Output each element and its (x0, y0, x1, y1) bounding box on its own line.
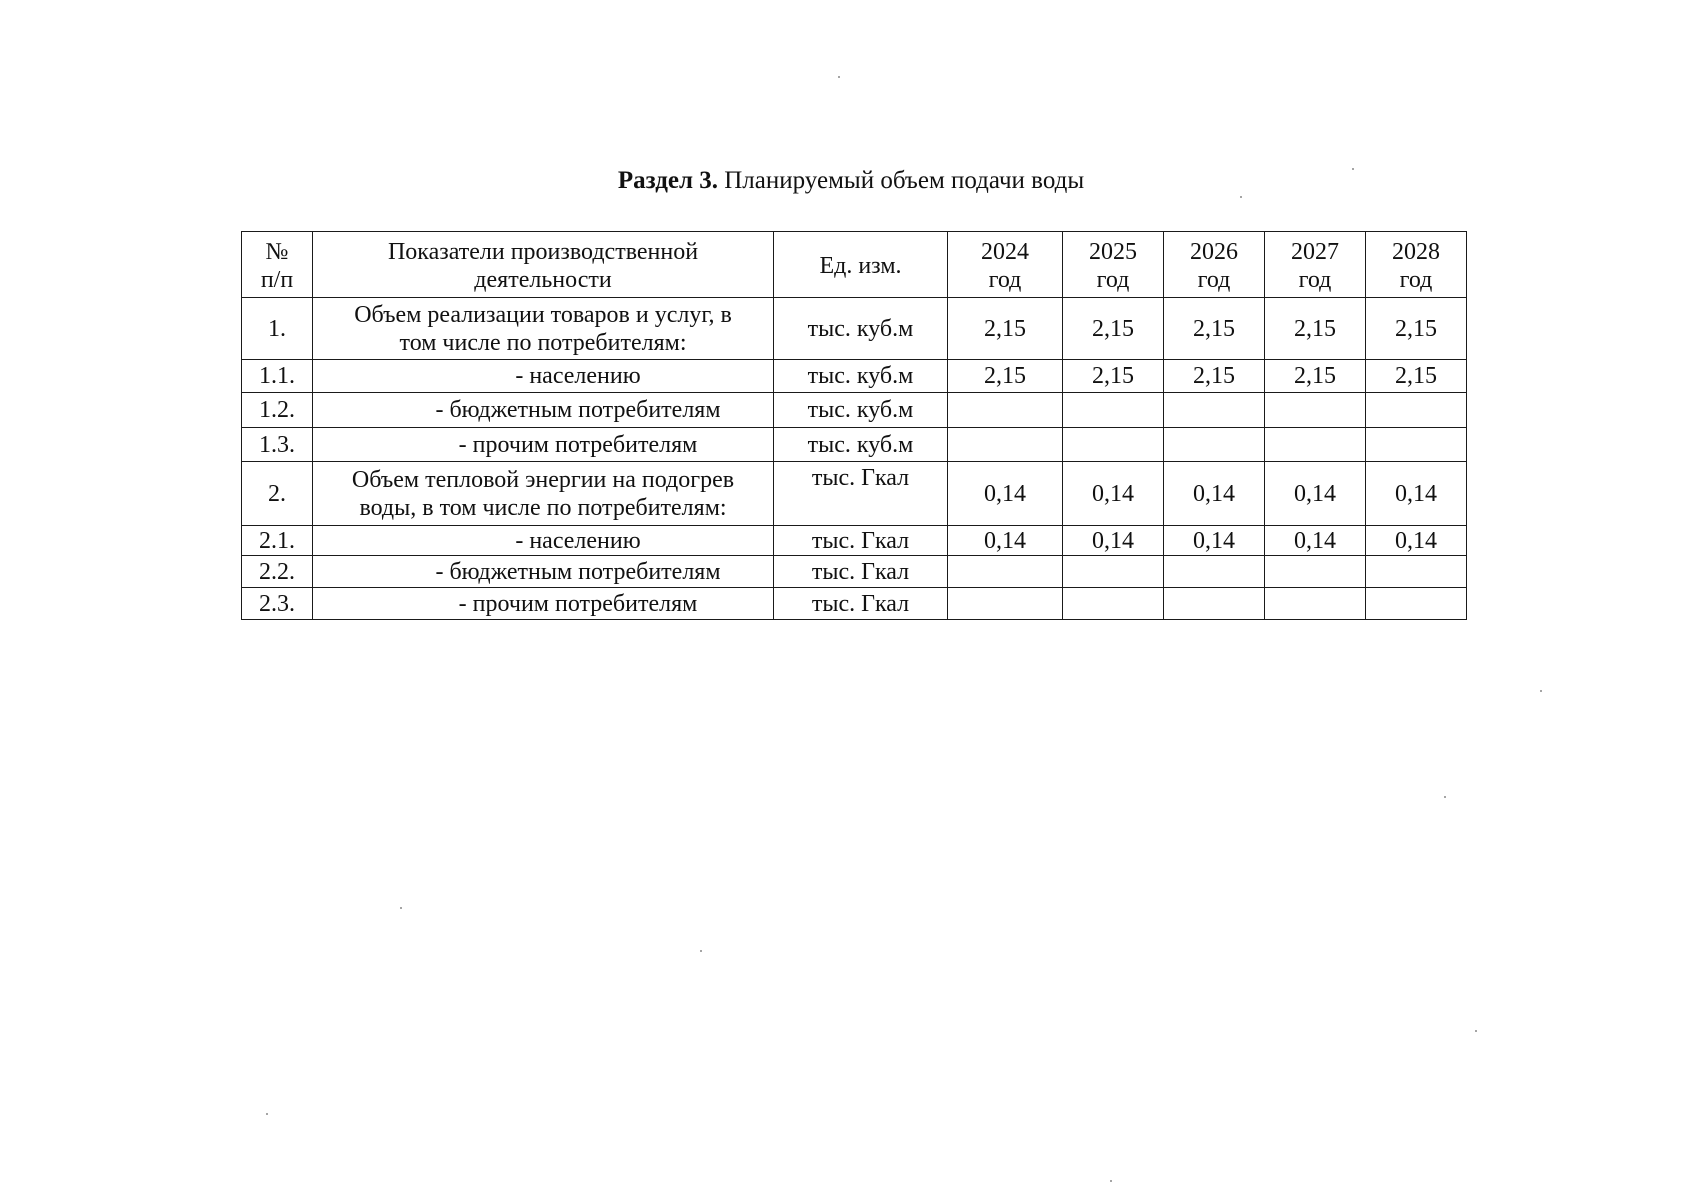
row-unit: тыс. Гкал (774, 462, 948, 526)
value-2025: 0,14 (1063, 462, 1164, 526)
value-2027 (1265, 588, 1366, 620)
header-indicator: Показатели производственной деятельности (313, 232, 774, 298)
value-2026 (1164, 428, 1265, 462)
table-row (242, 393, 1467, 428)
value-2025 (1063, 428, 1164, 462)
table-row (242, 298, 1467, 360)
scan-speck (1475, 1030, 1477, 1032)
row-unit: тыс. куб.м (774, 360, 948, 393)
table-row (242, 556, 1467, 588)
row-number: 1. (242, 298, 313, 360)
scan-speck (1352, 168, 1354, 170)
value-2028 (1366, 428, 1467, 462)
row-unit: тыс. Гкал (774, 526, 948, 556)
value-2024 (948, 556, 1063, 588)
value-2024: 2,15 (948, 360, 1063, 393)
header-year-2025: 2025 год (1063, 232, 1164, 298)
row-indicator: - прочим потребителям (313, 428, 774, 462)
value-2028 (1366, 393, 1467, 428)
row-indicator: - бюджетным потребителям (313, 556, 774, 588)
row-indicator: Объем тепловой энергии на подогрев воды, в том числе по потребителям: (313, 462, 774, 526)
header-year-2027: 2027 год (1265, 232, 1366, 298)
row-unit: тыс. куб.м (774, 428, 948, 462)
row-indicator: - населению (313, 360, 774, 393)
row-number: 2.3. (242, 588, 313, 620)
value-2028 (1366, 588, 1467, 620)
table-header-row (242, 232, 1467, 298)
page-title (0, 166, 1702, 196)
value-2027 (1265, 556, 1366, 588)
header-unit: Ед. изм. (774, 232, 948, 298)
value-2026: 0,14 (1164, 526, 1265, 556)
scan-speck (1540, 690, 1542, 692)
table-row (242, 462, 1467, 526)
value-2025 (1063, 556, 1164, 588)
value-2025 (1063, 393, 1164, 428)
value-2027: 0,14 (1265, 462, 1366, 526)
value-2027: 0,14 (1265, 526, 1366, 556)
table-row (242, 526, 1467, 556)
row-unit: тыс. Гкал (774, 588, 948, 620)
value-2027 (1265, 428, 1366, 462)
value-2024: 0,14 (948, 462, 1063, 526)
value-2024: 2,15 (948, 298, 1063, 360)
section-title: Планируемый объем подачи воды (724, 167, 1085, 194)
section-label: Раздел 3. (617, 167, 718, 194)
row-indicator: - населению (313, 526, 774, 556)
value-2028: 0,14 (1366, 462, 1467, 526)
value-2026 (1164, 556, 1265, 588)
row-number: 1.1. (242, 360, 313, 393)
value-2026: 2,15 (1164, 298, 1265, 360)
header-year-2026: 2026 год (1164, 232, 1265, 298)
header-year-2024: 2024 год (948, 232, 1063, 298)
table-row (242, 588, 1467, 620)
value-2025 (1063, 588, 1164, 620)
row-indicator: Объем реализации товаров и услуг, в том числе по потребителям: (313, 298, 774, 360)
scan-speck (1110, 1180, 1112, 1182)
water-supply-table (241, 231, 1467, 620)
header-year-2028: 2028 год (1366, 232, 1467, 298)
value-2026: 0,14 (1164, 462, 1265, 526)
value-2024 (948, 428, 1063, 462)
value-2026 (1164, 588, 1265, 620)
scan-speck (1444, 796, 1446, 798)
row-unit: тыс. Гкал (774, 556, 948, 588)
header-num: № п/п (242, 232, 313, 298)
table-row (242, 360, 1467, 393)
value-2026: 2,15 (1164, 360, 1265, 393)
value-2025: 2,15 (1063, 298, 1164, 360)
value-2024 (948, 588, 1063, 620)
value-2028: 0,14 (1366, 526, 1467, 556)
value-2025: 0,14 (1063, 526, 1164, 556)
row-number: 1.3. (242, 428, 313, 462)
scan-speck (1240, 196, 1242, 198)
row-indicator: - бюджетным потребителям (313, 393, 774, 428)
value-2025: 2,15 (1063, 360, 1164, 393)
row-number: 2. (242, 462, 313, 526)
row-number: 2.2. (242, 556, 313, 588)
value-2024: 0,14 (948, 526, 1063, 556)
row-indicator: - прочим потребителям (313, 588, 774, 620)
value-2027: 2,15 (1265, 360, 1366, 393)
scan-speck (266, 1113, 268, 1115)
row-number: 2.1. (242, 526, 313, 556)
value-2026 (1164, 393, 1265, 428)
value-2028: 2,15 (1366, 360, 1467, 393)
table-row (242, 428, 1467, 462)
value-2028 (1366, 556, 1467, 588)
value-2024 (948, 393, 1063, 428)
row-unit: тыс. куб.м (774, 298, 948, 360)
scan-speck (838, 76, 840, 78)
row-number: 1.2. (242, 393, 313, 428)
scan-speck (700, 950, 702, 952)
value-2028: 2,15 (1366, 298, 1467, 360)
scan-speck (400, 907, 402, 909)
value-2027 (1265, 393, 1366, 428)
row-unit: тыс. куб.м (774, 393, 948, 428)
value-2027: 2,15 (1265, 298, 1366, 360)
